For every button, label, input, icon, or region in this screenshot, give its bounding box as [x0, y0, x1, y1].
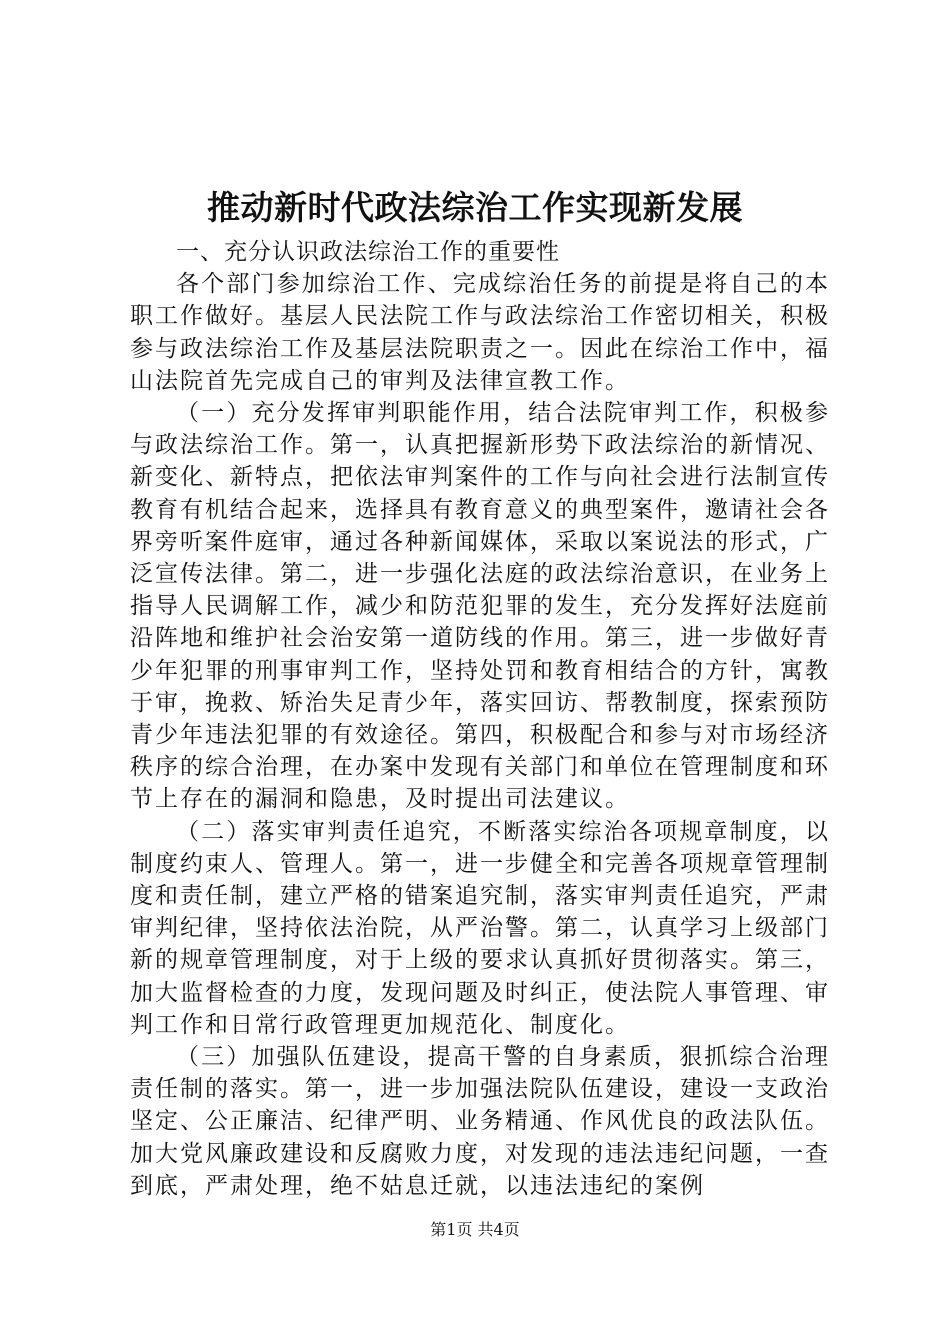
document-body — [130, 236, 830, 1202]
page-number: 第1页 共4页 — [430, 1220, 520, 1239]
paragraph-part-one: （一）充分发挥审判职能作用，结合法院审判工作，积极参与政法综治工作。第一，认真把握新形势下政法综治的新情况、新变化、新特点，把依法审判案件的工作与向社会进行法制宣传教育有机结合起来，选择具有教育意义的典型案件，邀请社会各界旁听案件庭审，通过各种新闻媒体，采取以案说法的形式，广泛宣传法律。第二，进一步强化法庭的政法综治意识，在业务上指导人民调解工作，减少和防范犯罪的发生，充分发挥好法庭前沿阵地和维护社会治安第一道防线的作用。第三，进一步做好青少年犯罪的刑事审判工作，坚持处罚和教育相结合的方针，寓教于审，挽救、矫治失足青少年，落实回访、帮教制度，探索预防青少年违法犯罪的有效途径。第四，积极配合和参与对市场经济秩序的综合治理，在办案中发现有关部门和单位在管理制度和环节上存在的漏洞和隐患，及时提出司法建议。 — [130, 400, 830, 813]
section-heading: 一、充分认识政法综治工作的重要性 — [176, 239, 560, 265]
paragraph-part-two: （二）落实审判责任追究，不断落实综治各项规章制度，以制度约束人、管理人。第一，进一步健全和完善各项规章管理制度和责任制，建立严格的错案追究制，落实审判责任追究，严肃审判纪律，坚持依法治院，从严治警。第二，认真学习上级部门新的规章管理制度，对于上级的要求认真抓好贯彻落实。第三，加大监督检查的力度，发现问题及时纠正，使法院人事管理、审判工作和日常行政管理更加规范化、制度化。 — [130, 818, 830, 1038]
paragraph-part-three: （三）加强队伍建设，提高干警的自身素质，狠抓综合治理责任制的落实。第一，进一步加强法院队伍建设，建设一支政治坚定、公正廉洁、纪律严明、业务精通、作风优良的政法队伍。加大党风廉政建设和反腐败力度，对发现的违法违纪问题，一查到底，严肃处理，绝不姑息迁就，以违法违纪的案例 — [130, 1044, 830, 1199]
paragraph-intro: 各个部门参加综治工作、完成综治任务的前提是将自己的本职工作做好。基层人民法院工作与政法综治工作密切相关，积极参与政法综治工作及基层法院职责之一。因此在综治工作中，福山法院首先完成自己的审判及法律宣教工作。 — [130, 271, 830, 394]
document-title: 推动新时代政法综治工作实现新发展 — [207, 188, 743, 227]
